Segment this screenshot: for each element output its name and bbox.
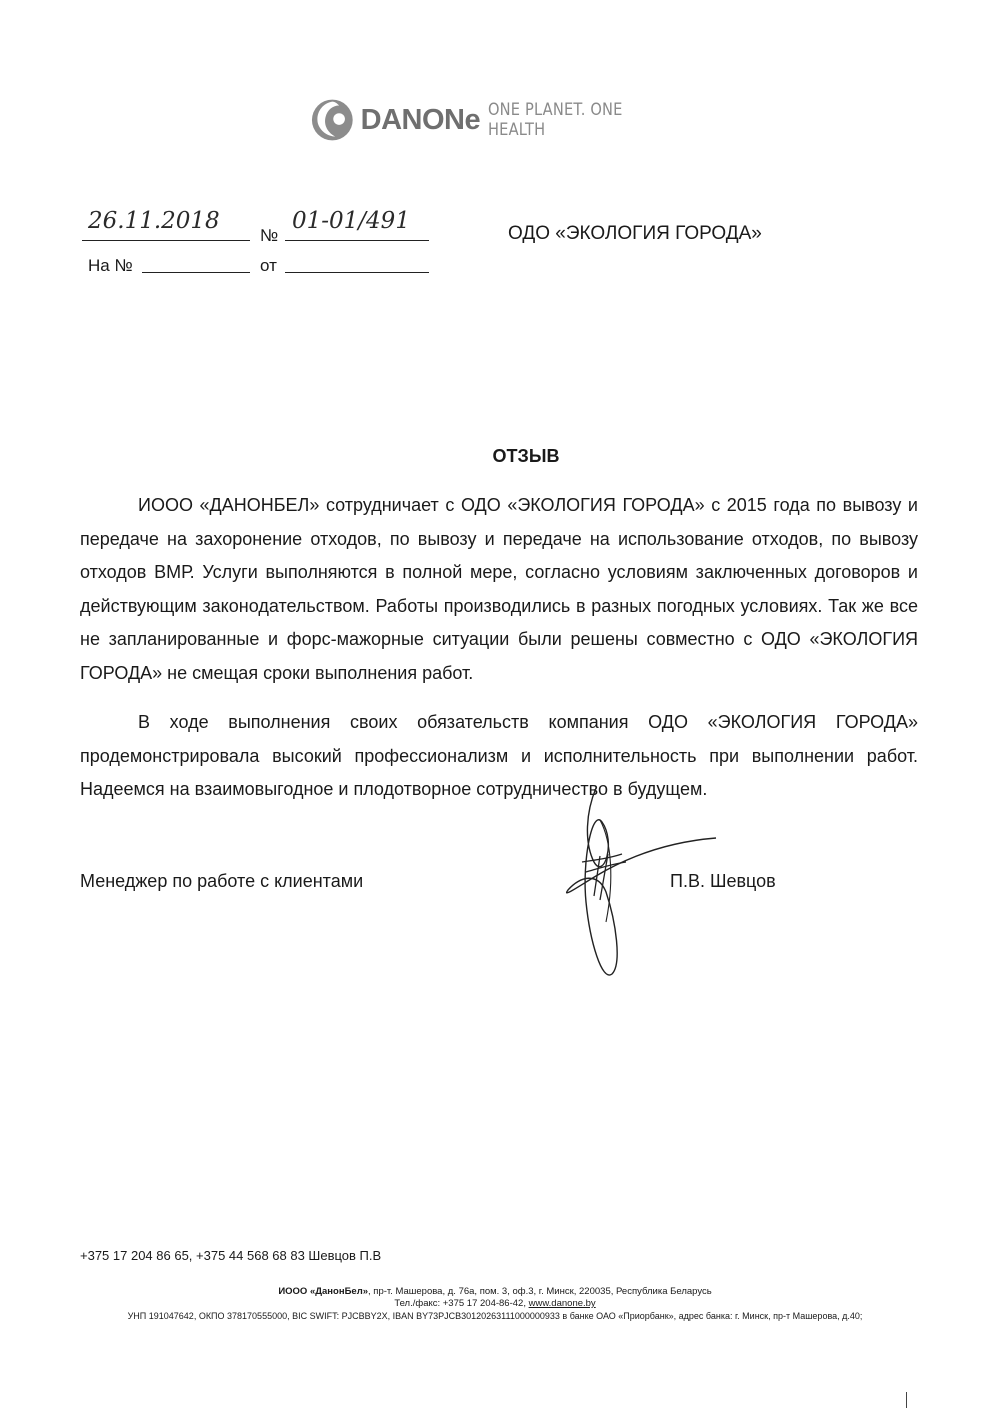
contact-phone: +375 17 204 86 65, +375 44 568 68 83 Шевцов П.В: [80, 1248, 382, 1263]
scan-edge-mark: [906, 1392, 907, 1408]
number-handwritten: 01-01/491: [292, 208, 410, 234]
footer-address: , пр-т. Машерова, д. 76а, пом. 3, оф.3, г. Минск, 220035, Республика Беларусь: [368, 1286, 712, 1297]
footer-phone: Тел./факс: +375 17 204-86-42,: [394, 1298, 529, 1309]
brand-name: DANONe: [360, 103, 481, 136]
brand-slogan: ONE PLANET. ONE HEALTH: [488, 100, 623, 140]
recipient: ОДО «ЭКОЛОГИЯ ГОРОДА»: [508, 223, 762, 244]
from-line: [285, 254, 429, 273]
document-title: ОТЗЫВ: [492, 446, 560, 466]
signer-position: Менеджер по работе с клиентами: [80, 871, 364, 891]
footer-phone-line: [60, 1298, 930, 1310]
body-paragraph-1: ИООО «ДАНОНБЕЛ» сотрудничает с ОДО «ЭКОЛОГИЯ ГОРОДА» с 2015 года по вывозу и передаче на захоронение отходов, по вывозу и передаче на использование отходов, по вывозу отходов ВМР. Услуги выполняются в полной мере, согласно условиям заключенных договоров и действующим законодательством. Работы производились в разных погодных условиях. Так же все не запланированные и форс-мажорные ситуации были решены совместно с ОДО «ЭКОЛОГИЯ ГОРОДА» не смещая сроки выполнения работ.: [80, 495, 918, 683]
reply-to-label: На №: [88, 256, 133, 275]
reply-to-line: [142, 254, 250, 273]
footer-address-line: [60, 1286, 930, 1298]
from-label: от: [260, 256, 277, 275]
body-paragraph-2: В ходе выполнения своих обязательств компания ОДО «ЭКОЛОГИЯ ГОРОДА» продемонстрировала высокий профессионализм и исполнительность при выполнении работ. Надеемся на взаимовыгодное и плодотворное сотрудничество в будущем.: [80, 712, 918, 799]
footer-bank-details: УНП 191047642, ОКПО 378170555000, BIC SWIFT: PJCBBY2X, IBAN BY73PJCB30120263111000000933 в банке ОАО «Приорбанк», адрес банка: г. Минск, пр-т Машерова, д.40;: [127, 1311, 863, 1321]
date-handwritten: 26.11.2018: [88, 208, 220, 234]
company-footer: [60, 1286, 930, 1322]
signer-name: П.В. Шевцов: [670, 871, 776, 891]
danone-swirl-icon: [310, 97, 355, 143]
footer-company-name: ИООО «ДанонБел»: [278, 1286, 369, 1297]
company-logo: [310, 96, 710, 144]
number-label: №: [260, 226, 279, 245]
footer-website-link[interactable]: www.danone.by: [528, 1298, 596, 1309]
